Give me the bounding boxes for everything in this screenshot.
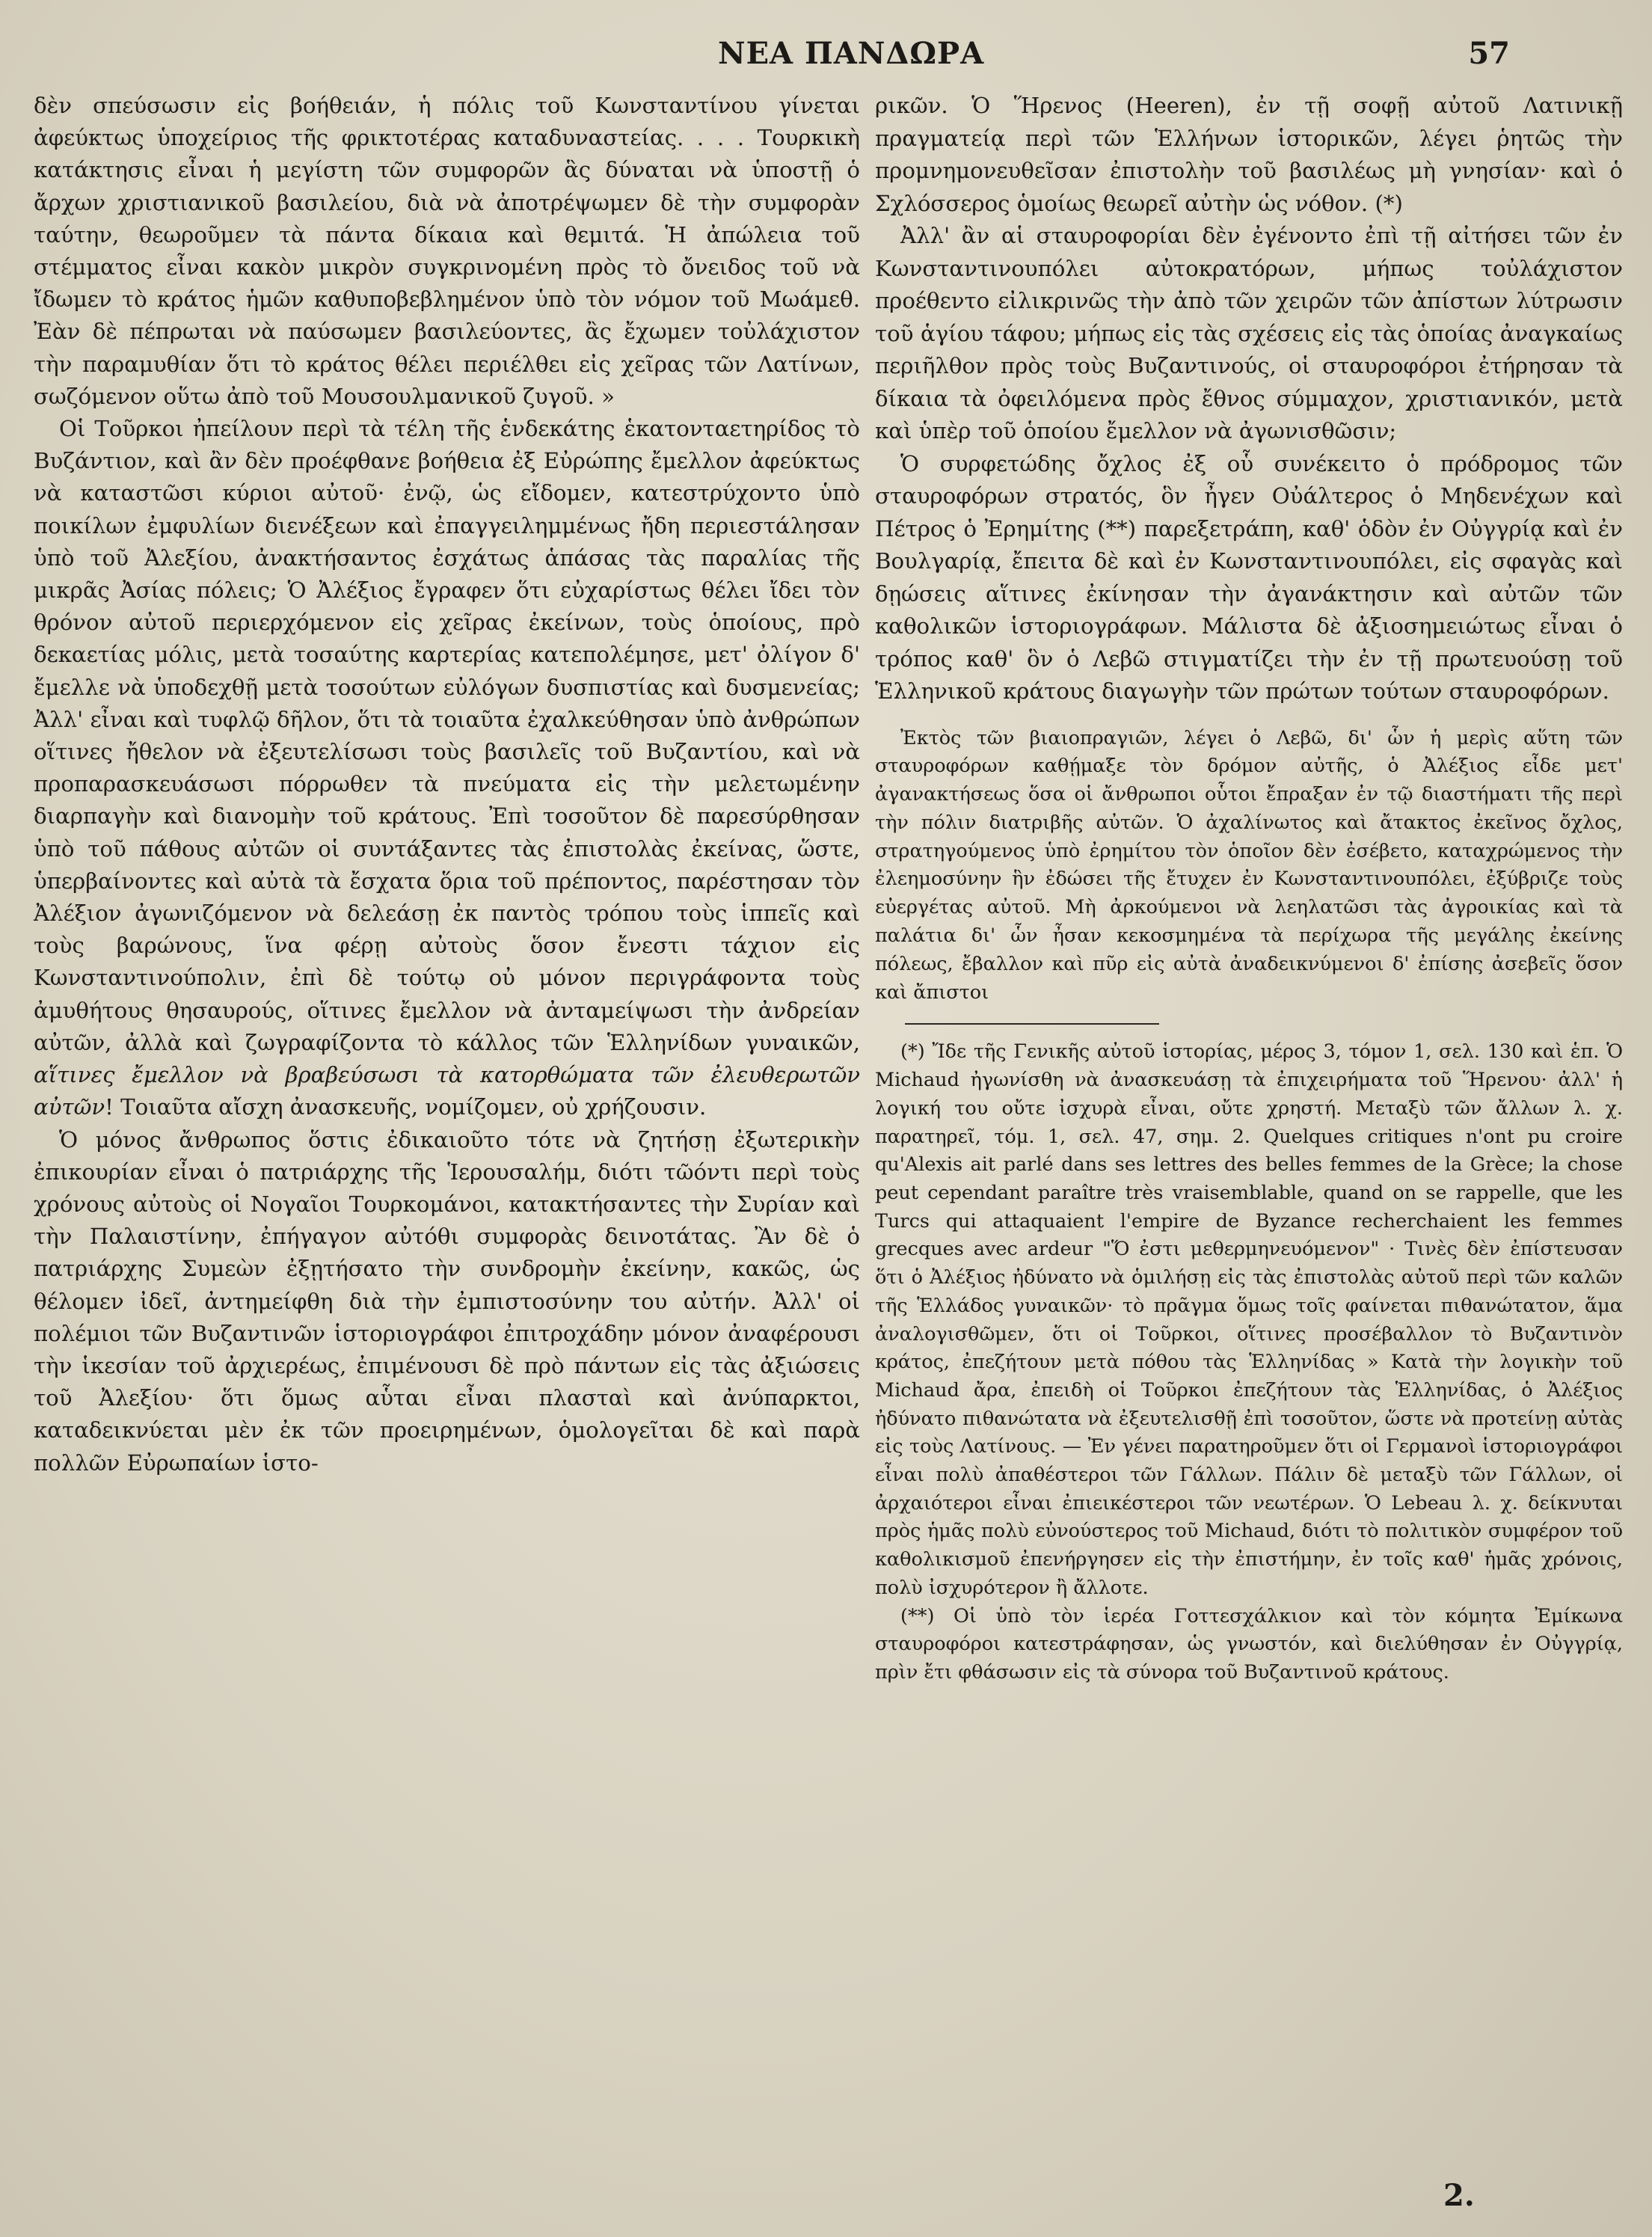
footnotes: [875, 1038, 1623, 1687]
paragraph: [34, 413, 860, 1123]
paragraph: Ὁ μόνος ἄνθρωπος ὅστις ἐδικαιοῦτο τότε νὰ ζητήσῃ ἐξωτερικὴν ἐπικουρίαν εἶναι ὁ πατριάρχης τῆς Ἱερουσαλήμ, διότι τῶόντι περὶ τοὺς χρόνους αὐτοὺς οἱ Νογαῖοι Τουρκομάνοι, κατακτήσαντες τὴν Συρίαν καὶ τὴν Παλαιστίνην, ἐπήγαγον αὐτόθι συμφορὰς δεινοτάτας. Ἂν δὲ ὁ πατριάρχης Συμεὼν ἐξῃτήσατο τὴν συνδρομὴν ἐκείνην, κακῶς, ὡς θέλομεν ἰδεῖ, ἀντημείφθη διὰ τὴν ἐμπιστοσύνην του αὐτήν. Ἀλλ' οἱ πολέμιοι τῶν Βυζαντινῶν ἱστοριογράφοι ἐπιτροχάδην μόνον ἀναφέρουσι τὴν ἱκεσίαν τοῦ ἀρχιερέως, ἐπιμένουσι δὲ πρὸ πάντων εἰς τὰς ἀξιώσεις τοῦ Ἀλεξίου· ὅτι ὅμως αὗται εἶναι πλασταὶ καὶ ἀνύπαρκτοι, καταδεικνύεται μὲν ἐκ τῶν προειρημένων, ὁμολογεῖται δὲ καὶ παρὰ πολλῶν Εὐρωπαίων ἱστο-: [34, 1126, 860, 1476]
paragraph: Ἀλλ' ἂν αἱ σταυροφορίαι δὲν ἐγένοντο ἐπὶ τῇ αἰτήσει τῶν ἐν Κωνσταντινουπόλει αὐτοκρατόρων, μήπως τοὐλάχιστον προέθεντο εἰλικρινῶς τὴν ἀπὸ τῶν χειρῶν τῶν ἀπίστων λύτρωσιν τοῦ ἁγίου τάφου; μήπως εἰς τὰς σχέσεις εἰς τὰς ὁποίας ἀναγκαίως περιῆλθον πρὸς τοὺς Βυζαντινούς, οἱ σταυροφόροι ἐτήρησαν τὰ δίκαια τὰ ὀφειλόμενα πρὸς ἔθνος σύμμαχον, χριστιανικόν, μετὰ καὶ ὑπὲρ τοῦ ὁποίου ἔμελλον νὰ ἀγωνισθῶσιν;: [875, 223, 1623, 444]
quoted-paragraph: Ἐκτὸς τῶν βιαιοπραγιῶν, λέγει ὁ Λεβῶ, δι' ὧν ἡ μερὶς αὕτη τῶν σταυροφόρων καθῄμαξε τὸν δρόμον αὐτῆς, ὁ Ἀλέξιος εἶδε μετ' ἀγανακτήσεως ὅσα οἱ ἄνθρωποι οὗτοι ἔπραξαν ἐν τῷ διαστήματι τῆς περὶ τὴν πόλιν διατριβῆς αὐτῶν. Ὁ ἀχαλίνωτος καὶ ἄτακτος ἐκεῖνος ὄχλος, στρατηγούμενος ὑπὸ ἐρημίτου τὸν ὁποῖον δὲν ἐσέβετο, καταχρώμενος τὴν ἐλεημοσύνην ἣν ἐδώσει τῆς ἔτυχεν ἐν Κωνσταντινουπόλει, ἐξύβριζε τοὺς εὐεργέτας αὐτοῦ. Μὴ ἀρκούμενοι νὰ λεηλατῶσι τὰς ἀγροικίας καὶ τὰ παλάτια δι' ὧν ἦσαν κεκοσμημένα τὰ περίχωρα τῆς μεγάλης ἐκείνης πόλεως, ἔβαλλον καὶ πῦρ εἰς αὐτὰ ἀναδεικνύμενοι δ' ἐπίσης ἀσεβεῖς ὅσον καὶ ἄπιστοι: [875, 726, 1623, 1004]
signature-mark: 2.: [1443, 2178, 1475, 2213]
italic-quote: αἵτινες ἔμελλον νὰ βραβεύσωσι τὰ κατορθώματα τῶν ἐλευθερωτῶν αὐτῶν: [34, 1062, 860, 1120]
footnote: (*) Ἴδε τῆς Γενικῆς αὐτοῦ ἱστορίας, μέρος 3, τόμον 1, σελ. 130 καὶ ἑπ. Ὁ Michaud ἠγωνίσθη νὰ ἀνασκευάσῃ τὰ ἐπιχειρήματα τοῦ Ἥρενου· ἀλλ' ἡ λογική του οὔτε ἰσχυρὰ εἶναι, οὔτε χρηστή. Μεταξὺ τῶν ἄλλων λ. χ. παρατηρεῖ, τόμ. 1, σελ. 47, σημ. 2. Quelques critiques n'ont pu croire qu'Alexis ait parlé dans ses lettres des belles femmes de la Grèce; la chose peut cependant paraître très vraisemblable, quand on se rappelle, que les Turcs qui attaquaient l'empire de Byzance recherchaient les femmes grecques avec ardeur "Ὅ ἐστι μεθερμηνευόμενον" · Τινὲς δὲν ἐπίστευσαν ὅτι ὁ Ἀλέξιος ἠδύνατο νὰ ὁμιλήσῃ εἰς τὰς ἐπιστολὰς αὐτοῦ περὶ τῶν καλῶν τῆς Ἑλλάδος γυναικῶν· τὸ πρᾶγμα ὅμως τοῖς φαίνεται πιθανώτατον, ἅμα ἀναλογισθῶμεν, ὅτι οἱ Τοῦρκοι, οἵτινες προσέβαλλον τὸ Βυζαντινὸν κράτος, ἐπεζήτουν μετὰ πόθου τὰς Ἑλληνίδας » Κατὰ τὴν λογικὴν τοῦ Michaud ἄρα, ἐπειδὴ οἱ Τοῦρκοι ἐπεζήτουν τὰς Ἑλληνίδας, ὁ Ἀλέξιος ἠδύνατο πιθανώτατα νὰ ἐξευτελισθῇ ἐπὶ τοσοῦτον, ὥστε νὰ προτείνῃ αὐτὰς εἰς τοὺς Λατίνους. — Ἐν γένει παρατηροῦμεν ὅτι οἱ Γερμανοὶ ἱστοριογράφοι εἶναι πολὺ ἀπαθέστεροι τῶν Γάλλων. Πάλιν δὲ μεταξὺ τῶν Γάλλων, οἱ ἀρχαιότεροι εἶναι ἐπιεικέστεροι τῶν νεωτέρων. Ὁ Lebeau λ. χ. δείκνυται πρὸς ἡμᾶς πολὺ εὐνούστερος τοῦ Michaud, διότι τὸ πολιτικὸν συμφέρον τοῦ καθολικισμοῦ ἐπενήργησεν εἰς τὴν ἐπιστήμην, ἐν τοῖς καθ' ἡμᾶς χρόνοις, πολὺ ἰσχυρότερον ἢ ἄλλοτε.: [875, 1040, 1623, 1599]
footnote: (**) Οἱ ὑπὸ τὸν ἱερέα Γοττεσχάλκιον καὶ τὸν κόμητα Ἐμίκωνα σταυροφόροι κατεστράφησαν, ὡς γνωστόν, καὶ διελύθησαν ἐν Οὐγγρίᾳ, πρὶν ἔτι φθάσωσιν εἰς τὰ σύνορα τοῦ Βυζαντινοῦ κράτους.: [875, 1604, 1623, 1684]
footnote-divider: [905, 1023, 1159, 1025]
paragraph: ρικῶν. Ὁ Ἥρενος (Heeren), ἐν τῇ σοφῇ αὐτοῦ Λατινικῇ πραγματείᾳ περὶ τῶν Ἑλλήνων ἱστορικῶν, λέγει ῥητῶς τὴν προμνημονευθεῖσαν ἐπιστολὴν τοῦ βασιλέως μὴ γνησίαν· καὶ ὁ Σχλόσσερος ὁμοίως θεωρεῖ αὐτὴν ὡς νόθον. (*): [875, 93, 1623, 216]
main-text: [875, 90, 1623, 708]
left-column: [34, 90, 860, 1479]
page-header: [0, 36, 1652, 81]
paragraph: δὲν σπεύσωσιν εἰς βοήθειάν, ἡ πόλις τοῦ Κωνσταντίνου γίνεται ἀφεύκτως ὑποχείριος τῆς φρικτοτέρας καταδυναστείας. . . . Τουρκικὴ κατάκτησις εἶναι ἡ μεγίστη τῶν συμφορῶν ἃς δύναται νὰ ὑποστῇ ὁ ἄρχων χριστιανικοῦ βασιλείου, διὰ νὰ ἀποτρέψωμεν δὲ τὴν συμφορὰν ταύτην, θεωροῦμεν τὰ πάντα δίκαια καὶ θεμιτά. Ἡ ἀπώλεια τοῦ στέμματος εἶναι κακὸν μικρὸν συγκρινομένη πρὸς τὸ ὄνειδος τοῦ νὰ ἴδωμεν τὸ κράτος ἡμῶν καθυποβεβλημένον ὑπὸ τὸν νόμον τοῦ Μωάμεθ. Ἐὰν δὲ πέπρωται νὰ παύσωμεν βασιλεύοντες, ἂς ἔχωμεν τοὐλάχιστον τὴν παραμυθίαν ὅτι τὸ κράτος θέλει περιέλθει εἰς χεῖρας τῶν Λατίνων, σωζόμενον οὕτω ἀπὸ τοῦ Μουσουλμανικοῦ ζυγοῦ. »: [34, 93, 860, 409]
running-title: ΝΕΑ ΠΑΝΔΩΡΑ: [718, 36, 985, 71]
paragraph-text: Οἱ Τοῦρκοι ἠπείλουν περὶ τὰ τέλη τῆς ἑνδεκάτης ἑκατονταετηρίδος τὸ Βυζάντιον, καὶ ἂν δὲν προέφθανε βοήθεια ἐξ Εὐρώπης ἔμελλον ἀφεύκτως νὰ καταστῶσι κύριοι αὐτοῦ· ἐνῷ, ὡς εἴδομεν, κατεστρύχοντο ὑπὸ ποικίλων ἐμφυλίων διενέξεων καὶ ἐπαγγειλημμένως ἤδη περιεστάλησαν ὑπὸ τοῦ Ἀλεξίου, ἀνακτήσαντος ἐσχάτως ἁπάσας τὰς παραλίας τῆς μικρᾶς Ἀσίας πόλεις; Ὁ Ἀλέξιος ἔγραφεν ὅτι εὐχαρίστως θέλει ἴδει τὸν θρόνον αὐτοῦ περιερχόμενον εἰς χεῖρας ἐκείνων, τοὺς ὁποίους, πρὸ δεκαετίας μόλις, μετὰ τοσαύτης καρτερίας κατεπολέμησε, μετ' ὀλίγον δ' ἔμελλε νὰ ὑποδεχθῇ μετὰ τοσούτων εὐλόγων δυσπιστίας καὶ δυσμενείας; Ἀλλ' εἶναι καὶ τυφλῷ δῆλον, ὅτι τὰ τοιαῦτα ἐχαλκεύθησαν ὑπὸ ἀνθρώπων οἵτινες ἤθελον νὰ ἐξευτελίσωσι τοὺς βασιλεῖς τοῦ Βυζαντίου, καὶ νὰ προπαρασκευάσωσι πόρρωθεν τὰ πνεύματα εἰς τὴν μελετωμένην διαρπαγὴν καὶ διανομὴν τοῦ κράτους. Ἐπὶ τοσοῦτον δὲ παρεσύρθησαν ὑπὸ τοῦ πάθους αὐτῶν οἱ συντάξαντες τὰς ἐπιστολὰς ἐκείνας, ὥστε, ὑπερβαίνοντες καὶ αὐτὰ τὰ ἔσχατα ὅρια τοῦ πρέποντος, παρέστησαν τὸν Ἀλέξιον ἀγωνιζόμενον νὰ δελεάσῃ ἐκ παντὸς τρόπου τοὺς ἱππεῖς καὶ τοὺς βαρώνους, ἵνα φέρῃ αὐτοὺς ὅσον ἔνεστι τάχιον εἰς Κωνσταντινούπολιν, ἐπὶ δὲ τούτῳ οὐ μόνον περιγράφοντα τοὺς ἀμυθήτους θησαυρούς, οἵτινες ἔμελλον νὰ ἀνταμείψωσι τὴν ἀνδρείαν αὐτῶν, ἀλλὰ καὶ ζωγραφίζοντα τὸ κάλλος τῶν Ἑλληνίδων γυναικῶν,: [34, 416, 860, 1055]
paragraph: Ὁ συρφετώδης ὄχλος ἐξ οὗ συνέκειτο ὁ πρόδρομος τῶν σταυροφόρων στρατός, ὃν ἦγεν Οὐάλτερος ὁ Μηδενέχων καὶ Πέτρος ὁ Ἐρημίτης (**) παρεξετράπη, καθ' ὁδὸν ἐν Οὐγγρίᾳ καὶ ἐν Βουλγαρίᾳ, ἔπειτα δὲ καὶ ἐν Κωνσταντινουπόλει, εἰς σφαγὰς καὶ δῃώσεις αἵτινες ἐκίνησαν τὴν ἀγανάκτησιν καὶ αὐτῶν τῶν καθολικῶν ἱστοριογράφων. Μάλιστα δὲ ἀξιοσημειώτως εἶναι ὁ τρόπος καθ' ὃν ὁ Λεβῶ στιγματίζει τὴν ἐν τῇ πρωτευούσῃ τοῦ Ἑλληνικοῦ κράτους διαγωγὴν τῶν πρώτων τούτων σταυροφόρων.: [875, 450, 1623, 704]
right-column: [875, 90, 1623, 1687]
paragraph-end: ! Τοιαῦτα αἴσχη ἀνασκευῆς, νομίζομεν, οὐ χρήζουσιν.: [105, 1094, 707, 1120]
page-number: 57: [1468, 36, 1510, 71]
